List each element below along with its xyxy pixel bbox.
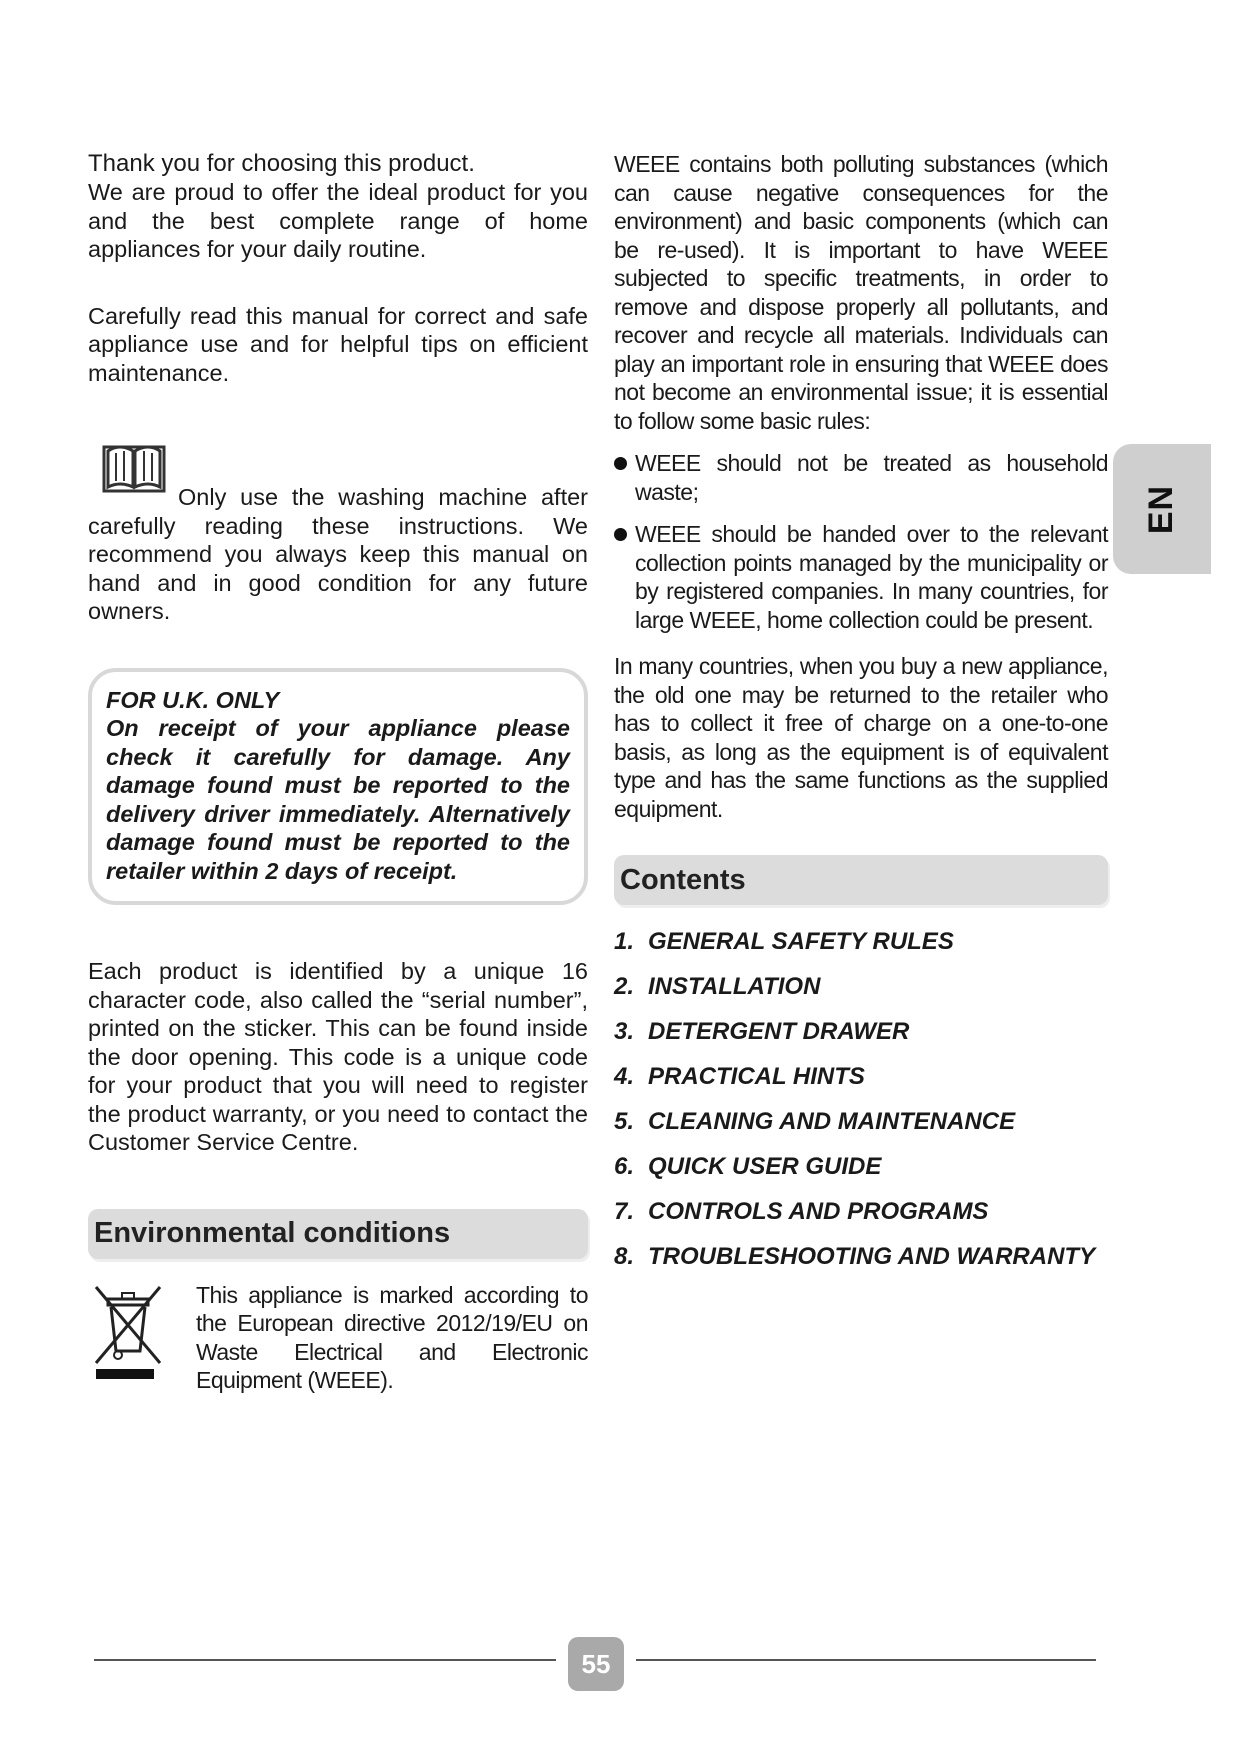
environmental-conditions-title: Environmental conditions xyxy=(94,1217,451,1249)
environmental-conditions-header xyxy=(88,1209,588,1259)
serial-number-text: Each product is identified by a unique 16 character code, also called the “serial number”, printed on the sticker. This can be found inside the door opening. This code is a unique code for your product that you will need to register the product warranty, or you need to contact the Customer Service Centre. xyxy=(88,958,588,1155)
contents-item[interactable]: 2. INSTALLATION xyxy=(614,973,821,1000)
contents-item[interactable]: 8. TROUBLESHOOTING AND WARRANTY xyxy=(614,1243,1096,1270)
footer-rule-left xyxy=(94,1659,556,1661)
contents-item[interactable]: 7. CONTROLS AND PROGRAMS xyxy=(614,1198,989,1225)
manual-note: Only use the washing machine after carefully reading these instructions. We recommend you always keep this manual on hand and in good condition for any future owners. xyxy=(88,484,588,624)
contents-title: Contents xyxy=(620,863,746,896)
contents-item[interactable]: 4. PRACTICAL HINTS xyxy=(614,1063,865,1090)
contents-item[interactable]: 5. CLEANING AND MAINTENANCE xyxy=(614,1108,1016,1135)
intro-proud: We are proud to offer the ideal product for you and the best complete range of home appliances for your daily routine. xyxy=(88,179,588,262)
weee-marking-block xyxy=(88,1281,588,1395)
contents-list xyxy=(614,919,1108,1279)
weee-directive-text: This appliance is marked according to the European directive 2012/19/EU on Waste Electrical and Electronic Equipment (WEEE). xyxy=(196,1281,588,1393)
language-tab xyxy=(1113,444,1211,574)
language-tab-label: EN xyxy=(1142,484,1181,534)
weee-rule-2 xyxy=(614,520,1108,634)
intro-read-manual: Carefully read this manual for correct and safe appliance use and for helpful tips on efficient maintenance. xyxy=(88,302,588,386)
left-column xyxy=(88,150,588,1395)
open-book-icon xyxy=(102,439,166,495)
weee-rule-1 xyxy=(614,449,1108,506)
contents-item[interactable]: 3. DETERGENT DRAWER xyxy=(614,1018,910,1045)
return-paragraph: In many countries, when you buy a new appliance, the old one may be returned to the retailer who has to collect it free of charge on a one-to-one basis, as long as the equipment is of equivalent type and has the same functions as the supplied equipment. xyxy=(614,653,1108,822)
crossed-out-wheelie-bin-icon xyxy=(88,1281,168,1381)
contents-header xyxy=(614,855,1108,905)
contents-item[interactable]: 1. GENERAL SAFETY RULES xyxy=(614,928,954,955)
manual-note-block xyxy=(88,439,588,626)
right-column xyxy=(614,150,1108,1295)
bullet-icon xyxy=(614,457,627,470)
page-number: 55 xyxy=(568,1637,624,1691)
weee-rule-2-text: WEEE should be handed over to the relevant collection points managed by the municipality or by registered companies. In many countries, for large WEEE, home collection could be present. xyxy=(635,521,1108,633)
footer-rule-right xyxy=(636,1659,1096,1661)
contents-item[interactable]: 6. QUICK USER GUIDE xyxy=(614,1153,882,1180)
weee-paragraph: WEEE contains both polluting substances (which can cause negative consequences for the environment) and basic components (which can be re-used). It is important to have WEEE subjected to specific treatments, in order to remove and dispose properly all pollutants, and recover and recycle all materials. Individuals can play an important role in ensuring that WEEE does not become an environmental issue; it is essential to follow some basic rules: xyxy=(614,151,1108,434)
uk-only-notice xyxy=(88,668,588,906)
uk-only-text: On receipt of your appliance please check it carefully for damage. Any damage found must be reported to the delivery driver immediately. Alternatively damage found must be reported to the retailer within 2 days of receipt. xyxy=(106,715,570,884)
uk-only-heading: FOR U.K. ONLY xyxy=(106,686,280,713)
intro-thanks: Thank you for choosing this product. xyxy=(88,150,475,177)
bullet-icon xyxy=(614,528,627,541)
weee-rule-1-text: WEEE should not be treated as household waste; xyxy=(635,450,1108,505)
